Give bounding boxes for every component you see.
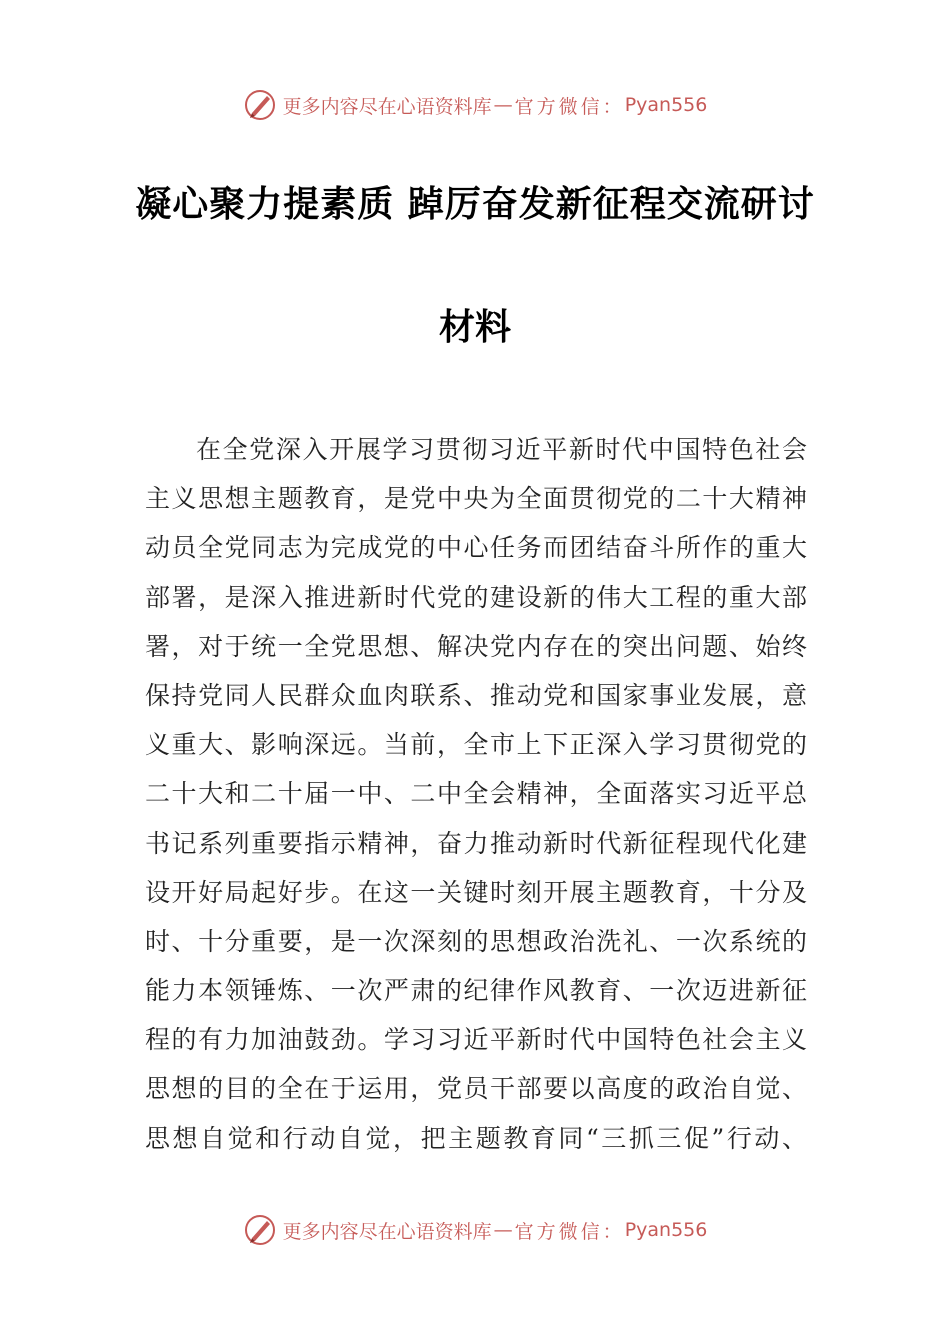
body-line: 时、十分重要，是一次深刻的思想政治洗礼、一次系统的	[145, 926, 807, 956]
pen-logo-icon	[243, 88, 277, 122]
header-watermark	[0, 85, 950, 125]
body-line: 思想的目的全在于运用，党员干部要以高度的政治自觉、	[145, 1074, 807, 1104]
watermark-separator: —	[493, 94, 513, 116]
watermark-label: 官方微信：	[514, 1220, 625, 1243]
body-line: 义重大、影响深远。当前，全市上下正深入学习贯彻党的	[145, 730, 807, 760]
document-title-line-1: 凝心聚力提素质 踔厉奋发新征程交流研讨	[135, 184, 815, 225]
body-line: 书记系列重要指示精神，奋力推动新时代新征程现代化建	[145, 828, 807, 858]
watermark-separator: —	[493, 1219, 513, 1241]
footer-watermark	[0, 1210, 950, 1250]
body-line: 二十大和二十届一中、二中全会精神，全面落实习近平总	[145, 779, 807, 809]
body-line: 主义思想主题教育，是党中央为全面贯彻党的二十大精神	[145, 484, 807, 514]
body-line: 保持党同人民群众血肉联系、推动党和国家事业发展，意	[145, 680, 807, 710]
watermark-wechat-id: Pyan556	[624, 94, 708, 116]
watermark-site-text: 更多内容尽在心语资料库	[282, 95, 492, 118]
body-line: 动员全党同志为完成党的中心任务而团结奋斗所作的重大	[145, 533, 807, 563]
body-line: 在全党深入开展学习贯彻习近平新时代中国特色社会	[196, 435, 807, 464]
watermark-label: 官方微信：	[514, 95, 625, 118]
document-title-line-2: 材料	[438, 307, 511, 348]
body-line: 能力本领锤炼、一次严肃的纪律作风教育、一次迈进新征	[145, 976, 807, 1006]
body-line: 程的有力加油鼓劲。学习习近平新时代中国特色社会主义	[145, 1025, 807, 1055]
body-paragraph	[145, 425, 807, 1163]
watermark-site-text: 更多内容尽在心语资料库	[282, 1220, 492, 1243]
body-line: 署，对于统一全党思想、解决党内存在的突出问题、始终	[145, 631, 807, 661]
watermark-wechat-id: Pyan556	[624, 1219, 708, 1241]
body-line: 部署，是深入推进新时代党的建设新的伟大工程的重大部	[145, 582, 807, 612]
body-line: 设开好局起好步。在这一关键时刻开展主题教育，十分及	[145, 877, 807, 907]
pen-logo-icon	[243, 1213, 277, 1247]
body-line: 思想自觉和行动自觉，把主题教育同“三抓三促”行动、	[145, 1123, 807, 1153]
